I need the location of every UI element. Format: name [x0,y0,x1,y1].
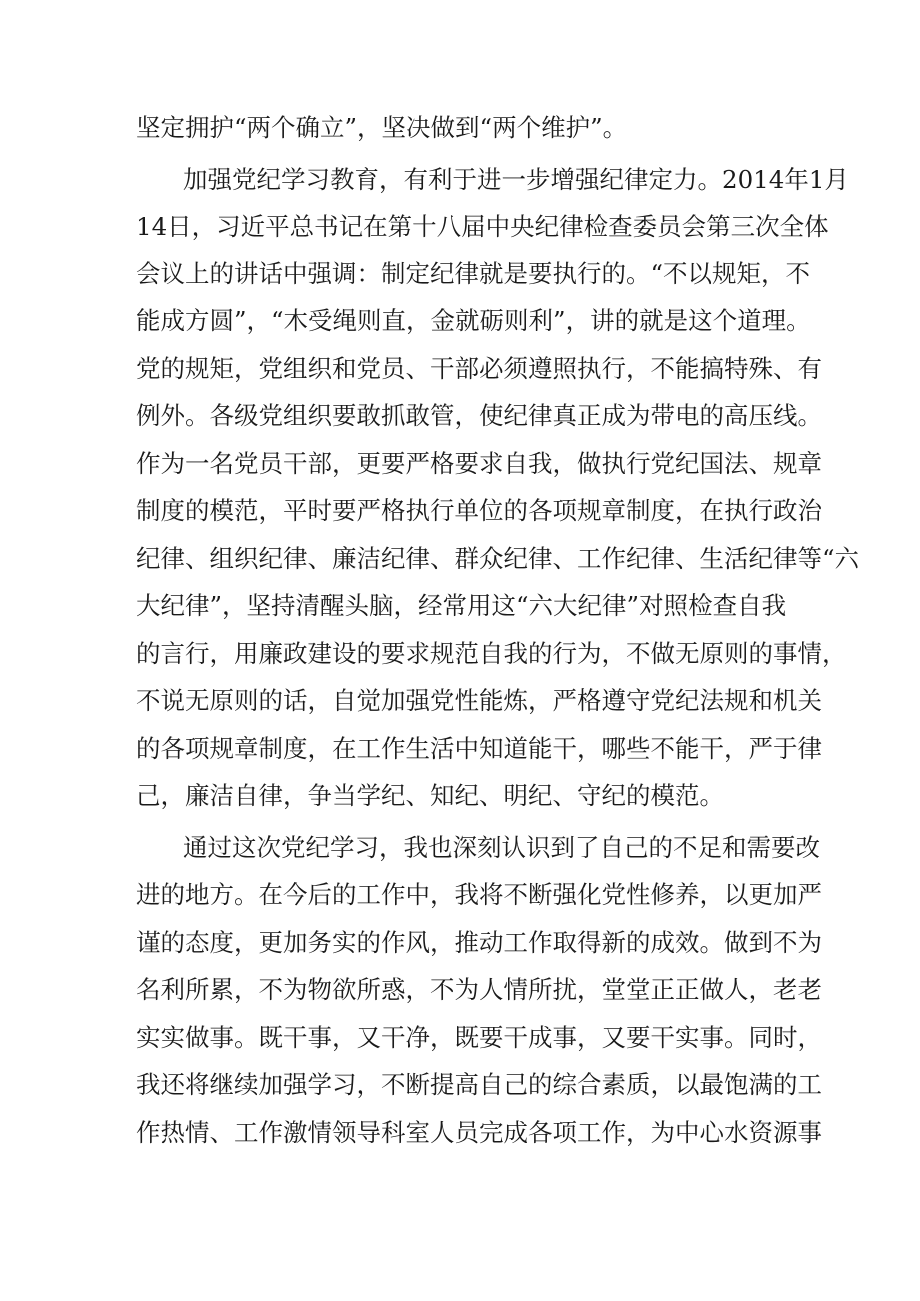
text-line-16: 通过这次党纪学习，我也深刻认识到了自己的不足和需要改 [183,833,820,862]
text-line-12: 的言行，用廉政建设的要求规范自我的行为，不做无原则的事情， [136,639,847,668]
text-line-22: 作热情、工作激情领导科室人员完成各项工作，为中心水资源事 [136,1118,822,1147]
text-line-20: 实实做事。既干事，又干净，既要干成事，又要干实事。同时， [136,1023,822,1052]
text-line-5: 能成方圆”，“木受绳则直，金就砺则利”，讲的就是这个道理。 [136,306,811,335]
text-line-4: 会议上的讲话中强调：制定纪律就是要执行的。“不以规矩，不 [136,259,811,288]
text-line-3: 14日，习近平总书记在第十八届中央纪律检查委员会第三次全体 [136,212,829,241]
text-line-13: 不说无原则的话，自觉加强党性能炼，严格遵守党纪法规和机关 [136,686,822,715]
text-line-6: 党的规矩，党组织和党员、干部必须遵照执行，不能搞特殊、有 [136,354,822,383]
text-line-10: 纪律、组织纪律、廉洁纪律、群众纪律、工作纪律、生活纪律等“六 [136,544,860,573]
text-line-11: 大纪律”，坚持清醒头脑，经常用这“六大纪律”对照检查自我 [136,591,787,620]
text-line-21: 我还将继续加强学习，不断提高自己的综合素质，以最饱满的工 [136,1070,822,1099]
text-line-1: 坚定拥护“两个确立”，坚决做到“两个维护”。 [136,113,628,142]
text-line-17: 进的地方。在今后的工作中，我将不断强化党性修养，以更加严 [136,880,822,909]
text-line-15: 己，廉洁自律，争当学纪、知纪、明纪、守纪的模范。 [136,781,724,810]
text-line-14: 的各项规章制度，在工作生活中知道能干，哪些不能干，严于律 [136,734,822,763]
text-line-8: 作为一名党员干部，更要严格要求自我，做执行党纪国法、规章 [136,449,822,478]
text-line-7: 例外。各级党组织要敢抓敢管，使纪律真正成为带电的高压线。 [136,401,822,430]
text-line-19: 名利所累，不为物欲所惑，不为人情所扰，堂堂正正做人，老老 [136,975,822,1004]
text-line-2: 加强党纪学习教育，有利于进一步增强纪律定力。2014年1月 [183,165,849,194]
text-line-18: 谨的态度，更加务实的作风，推动工作取得新的成效。做到不为 [136,928,822,957]
text-line-9: 制度的模范，平时要严格执行单位的各项规章制度，在执行政治 [136,496,822,525]
